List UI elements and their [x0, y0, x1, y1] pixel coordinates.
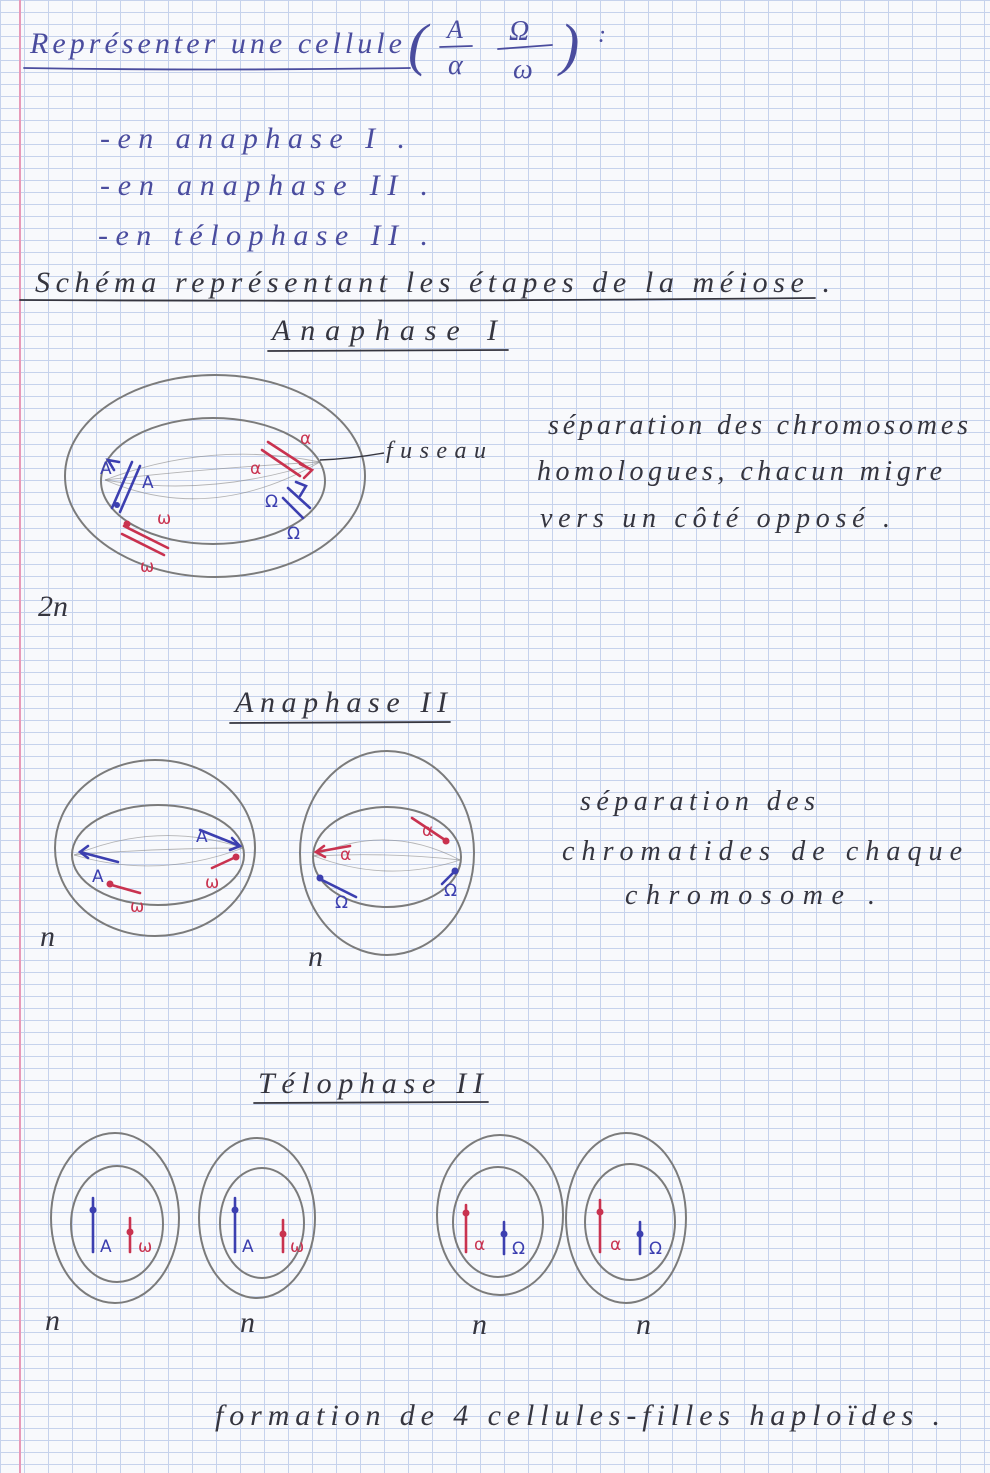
allele-label: A	[100, 1237, 112, 1257]
allele-label: α	[300, 429, 312, 449]
allele-label: α	[474, 1235, 486, 1255]
spindle-fiber	[74, 836, 243, 855]
genotype-allele-bottom-1: α	[448, 50, 463, 81]
nucleus	[585, 1164, 675, 1280]
allele-label: Ω	[512, 1239, 525, 1259]
centromere	[317, 875, 324, 882]
colon: :	[598, 22, 606, 48]
task-item-anaphase-1: -en anaphase I .	[100, 122, 405, 155]
migration-arrow	[296, 482, 306, 496]
allele-label: ω	[140, 557, 155, 577]
telophase-2-heading: Télophase II	[258, 1067, 483, 1100]
section-title-underline	[20, 298, 815, 301]
allele-label: A	[142, 473, 154, 493]
centromere	[280, 1231, 287, 1238]
spindle-fiber	[74, 848, 243, 855]
chromosome-Omega	[283, 488, 310, 518]
allele-label: ω	[130, 897, 145, 917]
conclusion: formation de 4 cellules-filles haploïdes .	[215, 1399, 940, 1432]
title-underline	[24, 68, 410, 70]
allele-label: Ω	[265, 492, 278, 512]
centromere	[501, 1231, 508, 1238]
telophase-2-cell-3	[437, 1135, 563, 1295]
centromere	[597, 1209, 604, 1216]
allele-label: Ω	[287, 524, 300, 544]
ploidy-label: n	[45, 1304, 60, 1337]
ploidy-label: n	[240, 1306, 255, 1339]
centromere	[124, 521, 131, 528]
allele-label: A	[242, 1237, 254, 1257]
allele-label: A	[92, 867, 104, 887]
nucleus	[220, 1168, 304, 1278]
allele-label: Ω	[335, 893, 348, 913]
genotype-allele-top-1: A	[447, 15, 463, 44]
allele-label: α	[250, 459, 262, 479]
telophase-2-cell-2	[199, 1138, 315, 1298]
allele-label: A	[100, 459, 112, 479]
task-item-anaphase-2: -en anaphase II .	[100, 169, 428, 202]
genotype-allele-bottom-2: ω	[513, 54, 533, 85]
anaphase-2-cell-right	[300, 751, 474, 955]
allele-label: α	[610, 1235, 622, 1255]
anaphase-1-heading: Anaphase I	[272, 314, 497, 347]
anaphase-2-caption-line: séparation des	[580, 786, 815, 817]
spindle-fiber	[314, 840, 460, 860]
telophase-2-heading-underline	[254, 1102, 488, 1103]
centromere	[637, 1231, 644, 1238]
allele-label: ω	[290, 1237, 305, 1257]
page-title: Représenter une cellule	[30, 27, 403, 60]
spindle-outline	[313, 807, 461, 907]
telophase-2-cell-1	[51, 1133, 179, 1303]
genotype-notation	[408, 12, 606, 85]
allele-label: Ω	[444, 881, 457, 901]
anaphase-1-caption-line: vers un côté opposé .	[540, 503, 890, 534]
ploidy-label: n	[40, 920, 55, 953]
cell-membrane	[437, 1135, 563, 1295]
anaphase-1-heading-underline	[268, 350, 508, 351]
allele-label: ω	[157, 509, 172, 529]
anaphase-1-cell	[65, 375, 365, 577]
centromere	[443, 838, 450, 845]
spindle-label-leader	[320, 453, 384, 460]
centromere	[114, 502, 120, 508]
centromere	[90, 1207, 97, 1214]
migration-arrow	[300, 464, 312, 478]
allele-label: Ω	[649, 1239, 662, 1259]
anaphase-2-cell-left	[55, 760, 255, 936]
cell-membrane	[300, 751, 474, 955]
paren-close: )	[560, 12, 580, 77]
allele-label: α	[422, 821, 434, 841]
ploidy-label: n	[472, 1308, 487, 1341]
allele-label: ω	[138, 1237, 153, 1257]
genotype-allele-top-2: Ω	[509, 16, 530, 47]
task-item-telophase-2: -en télophase II .	[98, 219, 428, 252]
centromere	[463, 1210, 470, 1217]
anaphase-2-heading: Anaphase II	[235, 686, 447, 719]
cell-membrane	[51, 1133, 179, 1303]
centromere	[127, 1229, 134, 1236]
fraction-bar-1	[440, 46, 472, 47]
centromere	[232, 1207, 239, 1214]
cell-membrane	[566, 1133, 686, 1303]
ploidy-label: 2n	[38, 590, 68, 623]
telophase-2-cell-4	[566, 1133, 686, 1303]
section-title: Schéma représentant les étapes de la méiose .	[35, 266, 831, 299]
allele-label: ω	[205, 873, 220, 893]
nucleus	[71, 1166, 163, 1282]
paren-open: (	[408, 12, 428, 77]
anaphase-2-caption-line: chromatides de chaque	[562, 836, 962, 867]
anaphase-1-caption-line: séparation des chromosomes	[548, 410, 968, 441]
cell-membrane	[199, 1138, 315, 1298]
ploidy-label: n	[636, 1308, 651, 1341]
spindle-fiber	[314, 855, 460, 860]
centromere	[452, 868, 459, 875]
anaphase-2-caption-line: chromosome .	[625, 880, 875, 911]
anaphase-2-heading-underline	[230, 722, 450, 723]
anaphase-1-caption-line: homologues, chacun migre	[537, 456, 942, 487]
centromere	[233, 854, 240, 861]
centromere	[107, 881, 114, 888]
spindle-label: fuseau	[386, 438, 486, 464]
allele-label: A	[196, 827, 208, 847]
allele-label: α	[340, 845, 352, 865]
ploidy-label: n	[308, 940, 323, 973]
